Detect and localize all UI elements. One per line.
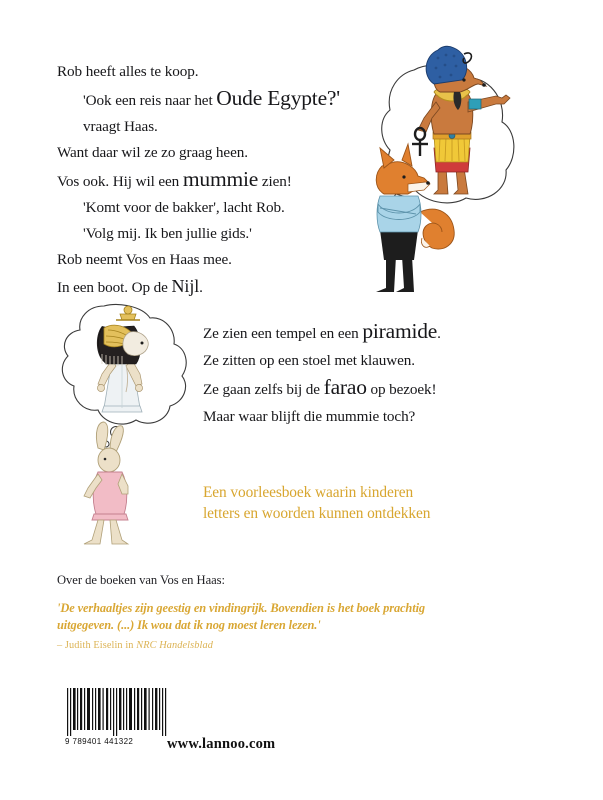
attribution-author: – Judith Eiselin in — [57, 640, 137, 651]
hare-character — [84, 422, 128, 544]
illustration-hare-and-queen — [58, 298, 208, 548]
blurb-line-7: 'Volg mij. Ik ben jullie gids.' — [83, 225, 252, 242]
blurb-line-5: Vos ook. Hij wil een mummie zien! — [57, 167, 292, 191]
blurb-top — [57, 59, 340, 301]
blurb-line-3: vraagt Haas. — [83, 118, 158, 135]
reviews-intro: Over de boeken van Vos en Haas: — [57, 573, 225, 587]
subtitle-block — [203, 482, 430, 524]
barcode-block — [65, 688, 175, 746]
blurb-mid-line-2: Ze zitten op een stoel met klauwen. — [203, 352, 416, 369]
blurb-line-9: In een boot. Op de Nijl. — [57, 276, 203, 296]
reviews-section — [57, 573, 477, 651]
review-quote-line-1: 'De verhaaltjes zijn geestig en vindingrijk. Bovendien is het boek prachtig — [57, 601, 426, 615]
blurb-mid-line-1: Ze zien een tempel en een piramide. — [203, 319, 441, 343]
blurb-mid-line-4: Maar waar blijft die mummie toch? — [203, 408, 416, 425]
publisher-website: www.lannoo.com — [167, 736, 276, 752]
review-quote — [57, 600, 477, 634]
emphasis-piramide: piramide — [362, 319, 438, 343]
review-quote-line-2: uitgegeven. (...) Ik wou dat ik nog moest leren lezen.' — [57, 618, 321, 632]
emphasis-mummie: mummie — [182, 167, 259, 191]
isbn-barcode — [65, 688, 173, 736]
subtitle-line-2: letters en woorden kunnen ontdekken — [203, 505, 431, 522]
blurb-mid-line-3: Ze gaan zelfs bij de farao op bezoek! — [203, 375, 437, 399]
attribution-source: NRC Handelsblad — [136, 640, 213, 651]
subtitle-line-1: Een voorleesboek waarin kinderen — [203, 484, 414, 501]
emphasis-farao: farao — [323, 375, 367, 399]
illustration-fox-and-pharaoh — [368, 44, 528, 294]
blurb-line-2: 'Ook een reis naar het Oude Egypte?' — [83, 86, 340, 110]
blurb-line-4: Want daar wil ze zo graag heen. — [57, 144, 248, 161]
emphasis-nijl: Nijl — [171, 276, 200, 296]
review-attribution — [57, 640, 477, 651]
blurb-middle — [203, 318, 441, 430]
blurb-line-8: Rob neemt Vos en Haas mee. — [57, 251, 232, 268]
blurb-line-1: Rob heeft alles te koop. — [57, 63, 199, 80]
isbn-digits: 9 789401 441322 — [65, 737, 134, 746]
blurb-line-6: 'Komt voor de bakker', lacht Rob. — [83, 199, 285, 216]
emphasis-oude-egypte: Oude Egypte?' — [216, 86, 340, 110]
